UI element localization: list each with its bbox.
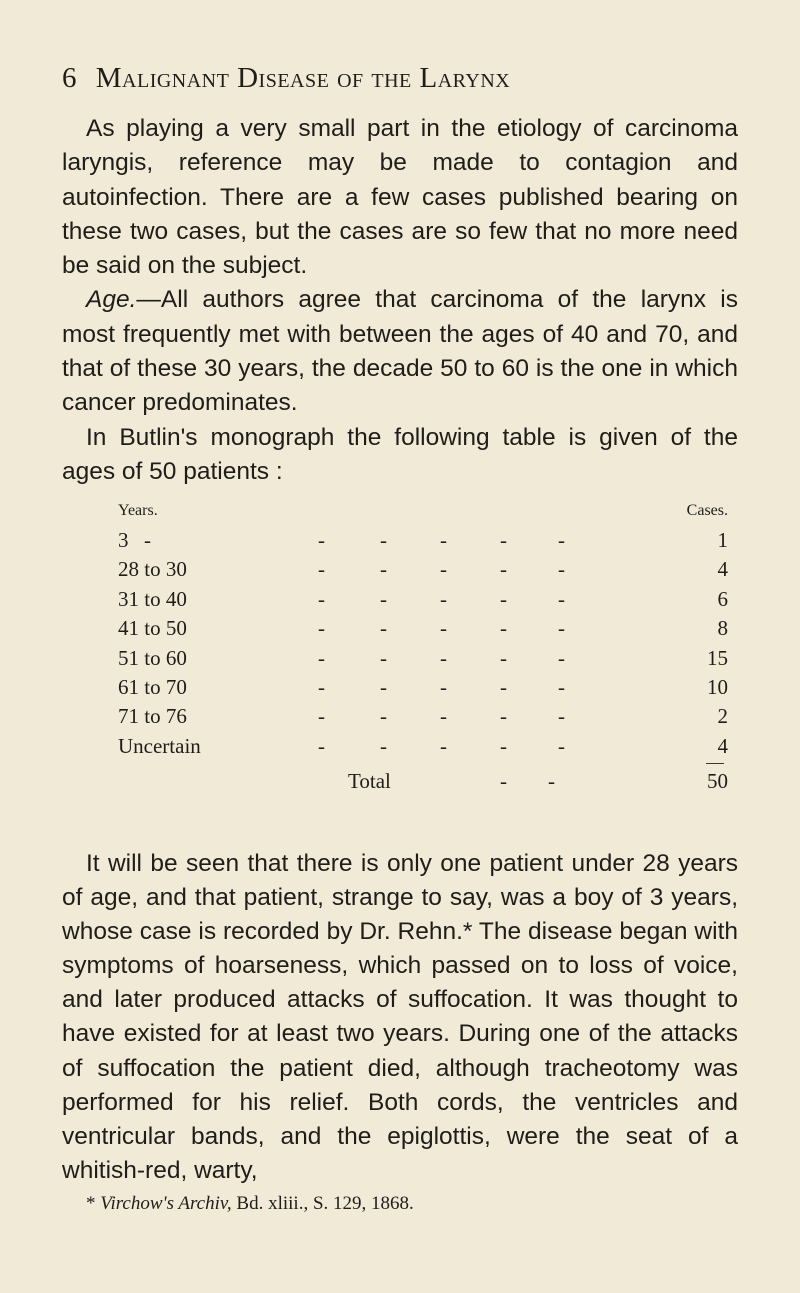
total-value: 50 — [707, 769, 728, 794]
body-text — [62, 112, 738, 489]
cases-cell: 15 — [707, 645, 728, 670]
total-label: Total — [348, 769, 391, 794]
dash-leader: - — [318, 586, 325, 611]
table-row — [118, 673, 728, 702]
dash-leader: - — [500, 769, 507, 794]
age-heading: Age. — [86, 286, 137, 314]
paragraph-case-report: It will be seen that there is only one patient under 28 years of age, and that patient, strange to say, was a boy of 3 years, whose case is recorded by Dr. Rehn.* The disease began with symptoms of hoarseness, which passed on to loss of voice, and later produced attacks of suffocation. It was thought to have existed for at least two years. During one of the attacks of suffocation the patient died, although tracheotomy was performed for his relief. Both cords, the ventricles and ventricular bands, and the epiglottis, were the seat of a whitish-red, warty, — [62, 850, 738, 1184]
dash-leader: - — [558, 557, 565, 582]
dash-leader: - — [440, 733, 447, 758]
cases-cell: 10 — [707, 674, 728, 699]
dash-leader: - — [500, 586, 507, 611]
dash-leader: - — [144, 528, 151, 552]
cases-cell: 4 — [717, 557, 728, 582]
years-cell: Uncertain — [118, 733, 201, 758]
dash-leader: - — [440, 586, 447, 611]
years-cell: 41 to 50 — [118, 616, 187, 641]
dash-leader: - — [440, 704, 447, 729]
table-row — [118, 644, 728, 673]
dash-leader: - — [318, 528, 325, 552]
dash-leader: - — [500, 528, 507, 552]
table-row — [118, 732, 728, 761]
dash-leader: - — [318, 557, 325, 582]
table-row — [118, 555, 728, 584]
table-header — [118, 502, 728, 526]
footnote-details: Bd. xliii., S. 129, 1868. — [236, 1193, 414, 1214]
dash-leader: - — [558, 616, 565, 641]
years-cell: 28 to 30 — [118, 557, 187, 582]
dash-leader: - — [500, 674, 507, 699]
dash-leader: - — [440, 645, 447, 670]
years-cell: 3 — [118, 528, 129, 552]
footnote-marker: * — [86, 1193, 96, 1214]
cases-cell: 6 — [717, 586, 728, 611]
page-number: 6 — [62, 62, 77, 94]
age-paragraph-text: —All authors agree that carcinoma of the larynx is most frequently met with between the ages of 40 and 70, and that of these 30 years, the decade 50 to 60 is the one in which cancer predominates. — [62, 286, 738, 417]
total-rule — [706, 763, 724, 764]
dash-leader: - — [500, 557, 507, 582]
dash-leader: - — [500, 616, 507, 641]
col-cases-header: Cases. — [686, 502, 728, 519]
dash-leader: - — [380, 586, 387, 611]
dash-leader: - — [440, 674, 447, 699]
footnote-source: Virchow's Archiv, — [100, 1193, 232, 1214]
dash-leader: - — [380, 704, 387, 729]
lower-text — [62, 847, 738, 1188]
cases-cell: 1 — [717, 528, 728, 552]
dash-leader: - — [558, 733, 565, 758]
running-header — [62, 62, 738, 95]
dash-leader: - — [440, 557, 447, 582]
cases-cell: 8 — [717, 616, 728, 641]
col-years-header: Years. — [118, 502, 158, 519]
paragraph-contagion: As playing a very small part in the etiology of carcinoma laryngis, reference may be made to contagion and autoinfection. There are a few cases published bearing on these two cases, but the cases are so few that no more need be said on the subject. — [62, 115, 738, 280]
footnote — [86, 1193, 736, 1215]
dash-leader: - — [500, 733, 507, 758]
dash-leader: - — [558, 704, 565, 729]
dash-leader: - — [500, 645, 507, 670]
cases-cell: 2 — [717, 704, 728, 729]
ages-table — [118, 502, 728, 797]
table-row — [118, 702, 728, 731]
dash-leader: - — [380, 733, 387, 758]
paragraph-age — [62, 283, 738, 420]
dash-leader: - — [558, 528, 565, 552]
dash-leader: - — [318, 704, 325, 729]
total-row — [118, 767, 728, 796]
table-row — [118, 585, 728, 614]
dash-leader: - — [548, 769, 555, 794]
years-cell: 31 to 40 — [118, 586, 187, 611]
table-rows — [118, 526, 728, 761]
dash-leader: - — [440, 528, 447, 552]
dash-leader: - — [318, 616, 325, 641]
dash-leader: - — [380, 674, 387, 699]
cases-cell: 4 — [717, 733, 728, 758]
dash-leader: - — [440, 616, 447, 641]
dash-leader: - — [380, 645, 387, 670]
dash-leader: - — [558, 645, 565, 670]
dash-leader: - — [318, 733, 325, 758]
running-title: Malignant Disease of the Larynx — [95, 62, 511, 94]
years-cell: 51 to 60 — [118, 645, 187, 670]
table-row — [118, 614, 728, 643]
dash-leader: - — [380, 528, 387, 552]
dash-leader: - — [318, 674, 325, 699]
dash-leader: - — [558, 586, 565, 611]
table-row — [118, 526, 728, 555]
years-cell: 61 to 70 — [118, 674, 187, 699]
dash-leader: - — [318, 645, 325, 670]
dash-leader: - — [380, 616, 387, 641]
paragraph-table-intro: In Butlin's monograph the following table is given of the ages of 50 patients : — [62, 423, 738, 485]
dash-leader: - — [380, 557, 387, 582]
years-cell: 71 to 76 — [118, 704, 187, 729]
dash-leader: - — [558, 674, 565, 699]
dash-leader: - — [500, 704, 507, 729]
